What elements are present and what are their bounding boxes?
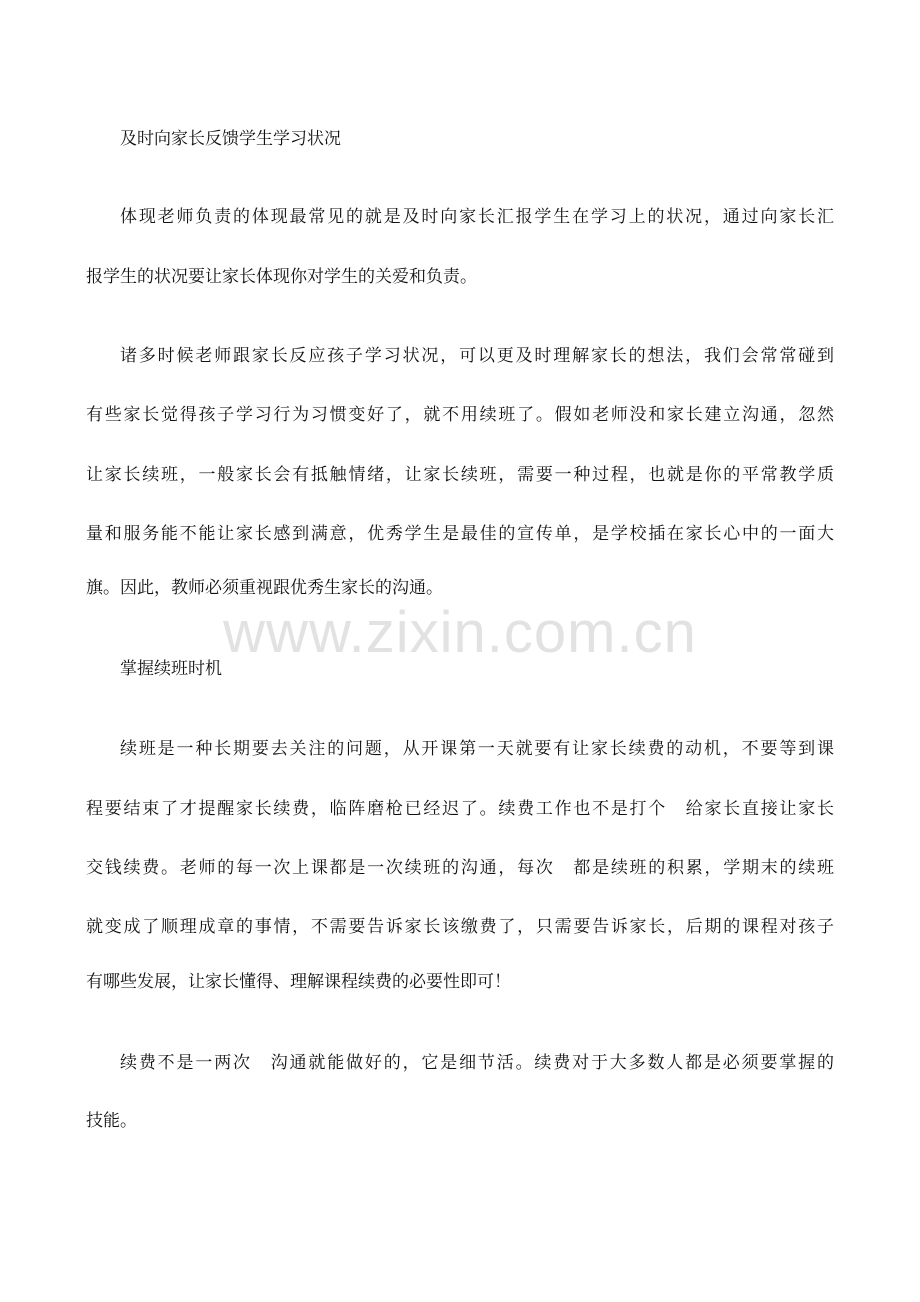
- paragraph-line: 续班是一种长期要去关注的问题，从开课第一天就要有让家长续费的动机，不要等到课: [120, 739, 834, 759]
- watermark: www.zixin.com.cn: [223, 600, 697, 665]
- paragraph-line: 有哪些发展，让家长懂得、理解课程续费的必要性即可！: [86, 972, 511, 992]
- paragraph-line: 续费不是一两次 沟通就能做好的，它是细节活。续费对于大多数人都是必须要掌握的: [120, 1053, 834, 1073]
- paragraph-line: 旗。因此，教师必须重视跟优秀生家长的沟通。: [86, 578, 443, 598]
- paragraph-line: 报学生的状况要让家长体现你对学生的关爱和负责。: [86, 267, 477, 287]
- paragraph-line: 程要结束了才提醒家长续费，临阵磨枪已经迟了。续费工作也不是打个 给家长直接让家长: [86, 799, 834, 819]
- paragraph-line: 体现老师负责的体现最常见的就是及时向家长汇报学生在学习上的状况，通过向家长汇: [120, 207, 834, 227]
- section-heading: 掌握续班时机: [120, 659, 222, 679]
- paragraph-line: 量和服务能不能让家长感到满意，优秀学生是最佳的宣传单，是学校插在家长心中的一面大: [86, 524, 834, 544]
- section-heading: 及时向家长反馈学生学习状况: [120, 129, 341, 149]
- paragraph-line: 让家长续班，一般家长会有抵触情绪，让家长续班，需要一种过程，也就是你的平常教学质: [86, 465, 834, 485]
- paragraph-line: 诸多时候老师跟家长反应孩子学习状况，可以更及时理解家长的想法，我们会常常碰到: [120, 346, 834, 366]
- paragraph-line: 交钱续费。老师的每一次上课都是一次续班的沟通，每次 都是续班的积累，学期末的续班: [86, 858, 834, 878]
- paragraph-line: 就变成了顺理成章的事情，不需要告诉家长该缴费了，只需要告诉家长，后期的课程对孩子: [86, 917, 834, 937]
- paragraph-line: 技能。: [86, 1111, 137, 1131]
- paragraph-line: 有些家长觉得孩子学习行为习惯变好了，就不用续班了。假如老师没和家长建立沟通，忽然: [86, 405, 834, 425]
